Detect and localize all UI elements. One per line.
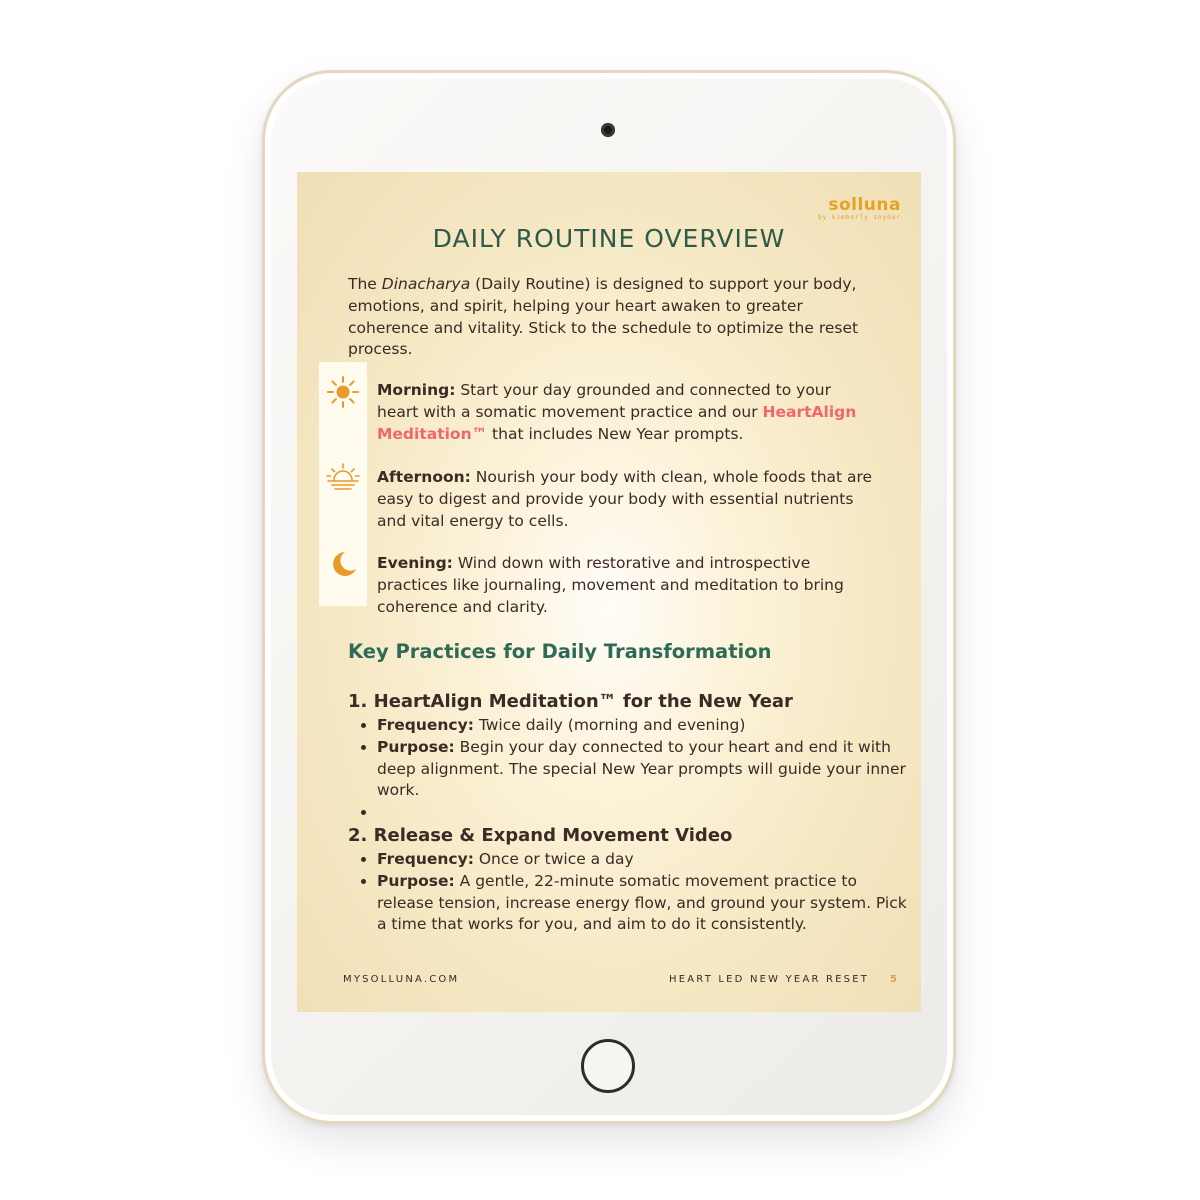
page-number: 5 xyxy=(890,974,900,985)
tablet-screen xyxy=(297,172,921,1012)
sunset-icon xyxy=(325,460,361,496)
list-item xyxy=(377,849,907,871)
purpose-value: Begin your day connected to your heart and end it with deep alignment. The special New Year prompts will guide your inner work. xyxy=(377,737,906,800)
morning-text: Start your day grounded and connected to your heart with a somatic movement practice and our xyxy=(377,381,832,421)
purpose-label: Purpose: xyxy=(377,737,455,756)
purpose-value: A gentle, 22-minute somatic movement practice to release tension, increase energy flow, and ground your system. Pick a time that works for you, and aim to do it consistently. xyxy=(377,871,907,934)
purpose-label: Purpose: xyxy=(377,871,455,890)
evening-text: Wind down with restorative and introspective practices like journaling, movement and meditation to bring coherence and clarity. xyxy=(377,554,844,616)
routine-morning xyxy=(377,380,877,445)
intro-italic: Dinacharya xyxy=(381,275,471,293)
footer-website[interactable]: MYSOLLUNA.COM xyxy=(343,974,460,985)
routine-icon-strip xyxy=(319,362,367,606)
brand-tagline: by kimberly snyder xyxy=(817,214,901,221)
practice-1-list xyxy=(348,715,907,824)
routine-evening xyxy=(377,553,877,618)
moon-icon xyxy=(325,546,361,582)
heartalign-link[interactable]: HeartAlign Meditation™ xyxy=(377,402,857,443)
front-camera xyxy=(601,123,615,137)
practice-2-list xyxy=(348,849,907,936)
intro-paragraph xyxy=(348,274,878,361)
list-item xyxy=(377,737,907,802)
practice-2-heading: 2. Release & Expand Movement Video xyxy=(348,825,733,846)
sun-icon xyxy=(325,374,361,410)
key-practices-heading: Key Practices for Daily Transformation xyxy=(348,640,772,663)
afternoon-text: Nourish your body with clean, whole foods that are easy to digest and provide your body with essential nutrients and vital energy to cells. xyxy=(377,468,873,530)
afternoon-label: Afternoon: xyxy=(377,468,471,486)
list-item xyxy=(377,871,907,936)
brand-logo[interactable] xyxy=(818,196,901,222)
list-item xyxy=(377,715,907,737)
evening-label: Evening: xyxy=(377,554,453,572)
practice-1-heading: 1. HeartAlign Meditation™ for the New Year xyxy=(348,691,793,712)
morning-label: Morning: xyxy=(377,381,456,399)
footer-document-title: HEART LED NEW YEAR RESET xyxy=(669,974,870,985)
empty-list-item xyxy=(377,802,907,824)
frequency-label: Frequency: xyxy=(377,850,474,868)
home-button[interactable] xyxy=(581,1039,635,1093)
routine-afternoon xyxy=(377,467,877,532)
frequency-value: Twice daily (morning and evening) xyxy=(473,716,746,734)
page-title: DAILY ROUTINE OVERVIEW xyxy=(432,224,786,253)
intro-pre: The xyxy=(348,275,382,293)
intro-post: (Daily Routine) is designed to support your body, emotions, and spirit, helping your heart awaken to greater coherence and vitality. Stick to the schedule to optimize the reset process. xyxy=(348,275,859,359)
frequency-label: Frequency: xyxy=(377,716,474,734)
frequency-value: Once or twice a day xyxy=(473,850,634,868)
morning-text-end: that includes New Year prompts. xyxy=(487,424,744,443)
brand-name: solluna xyxy=(828,195,901,215)
